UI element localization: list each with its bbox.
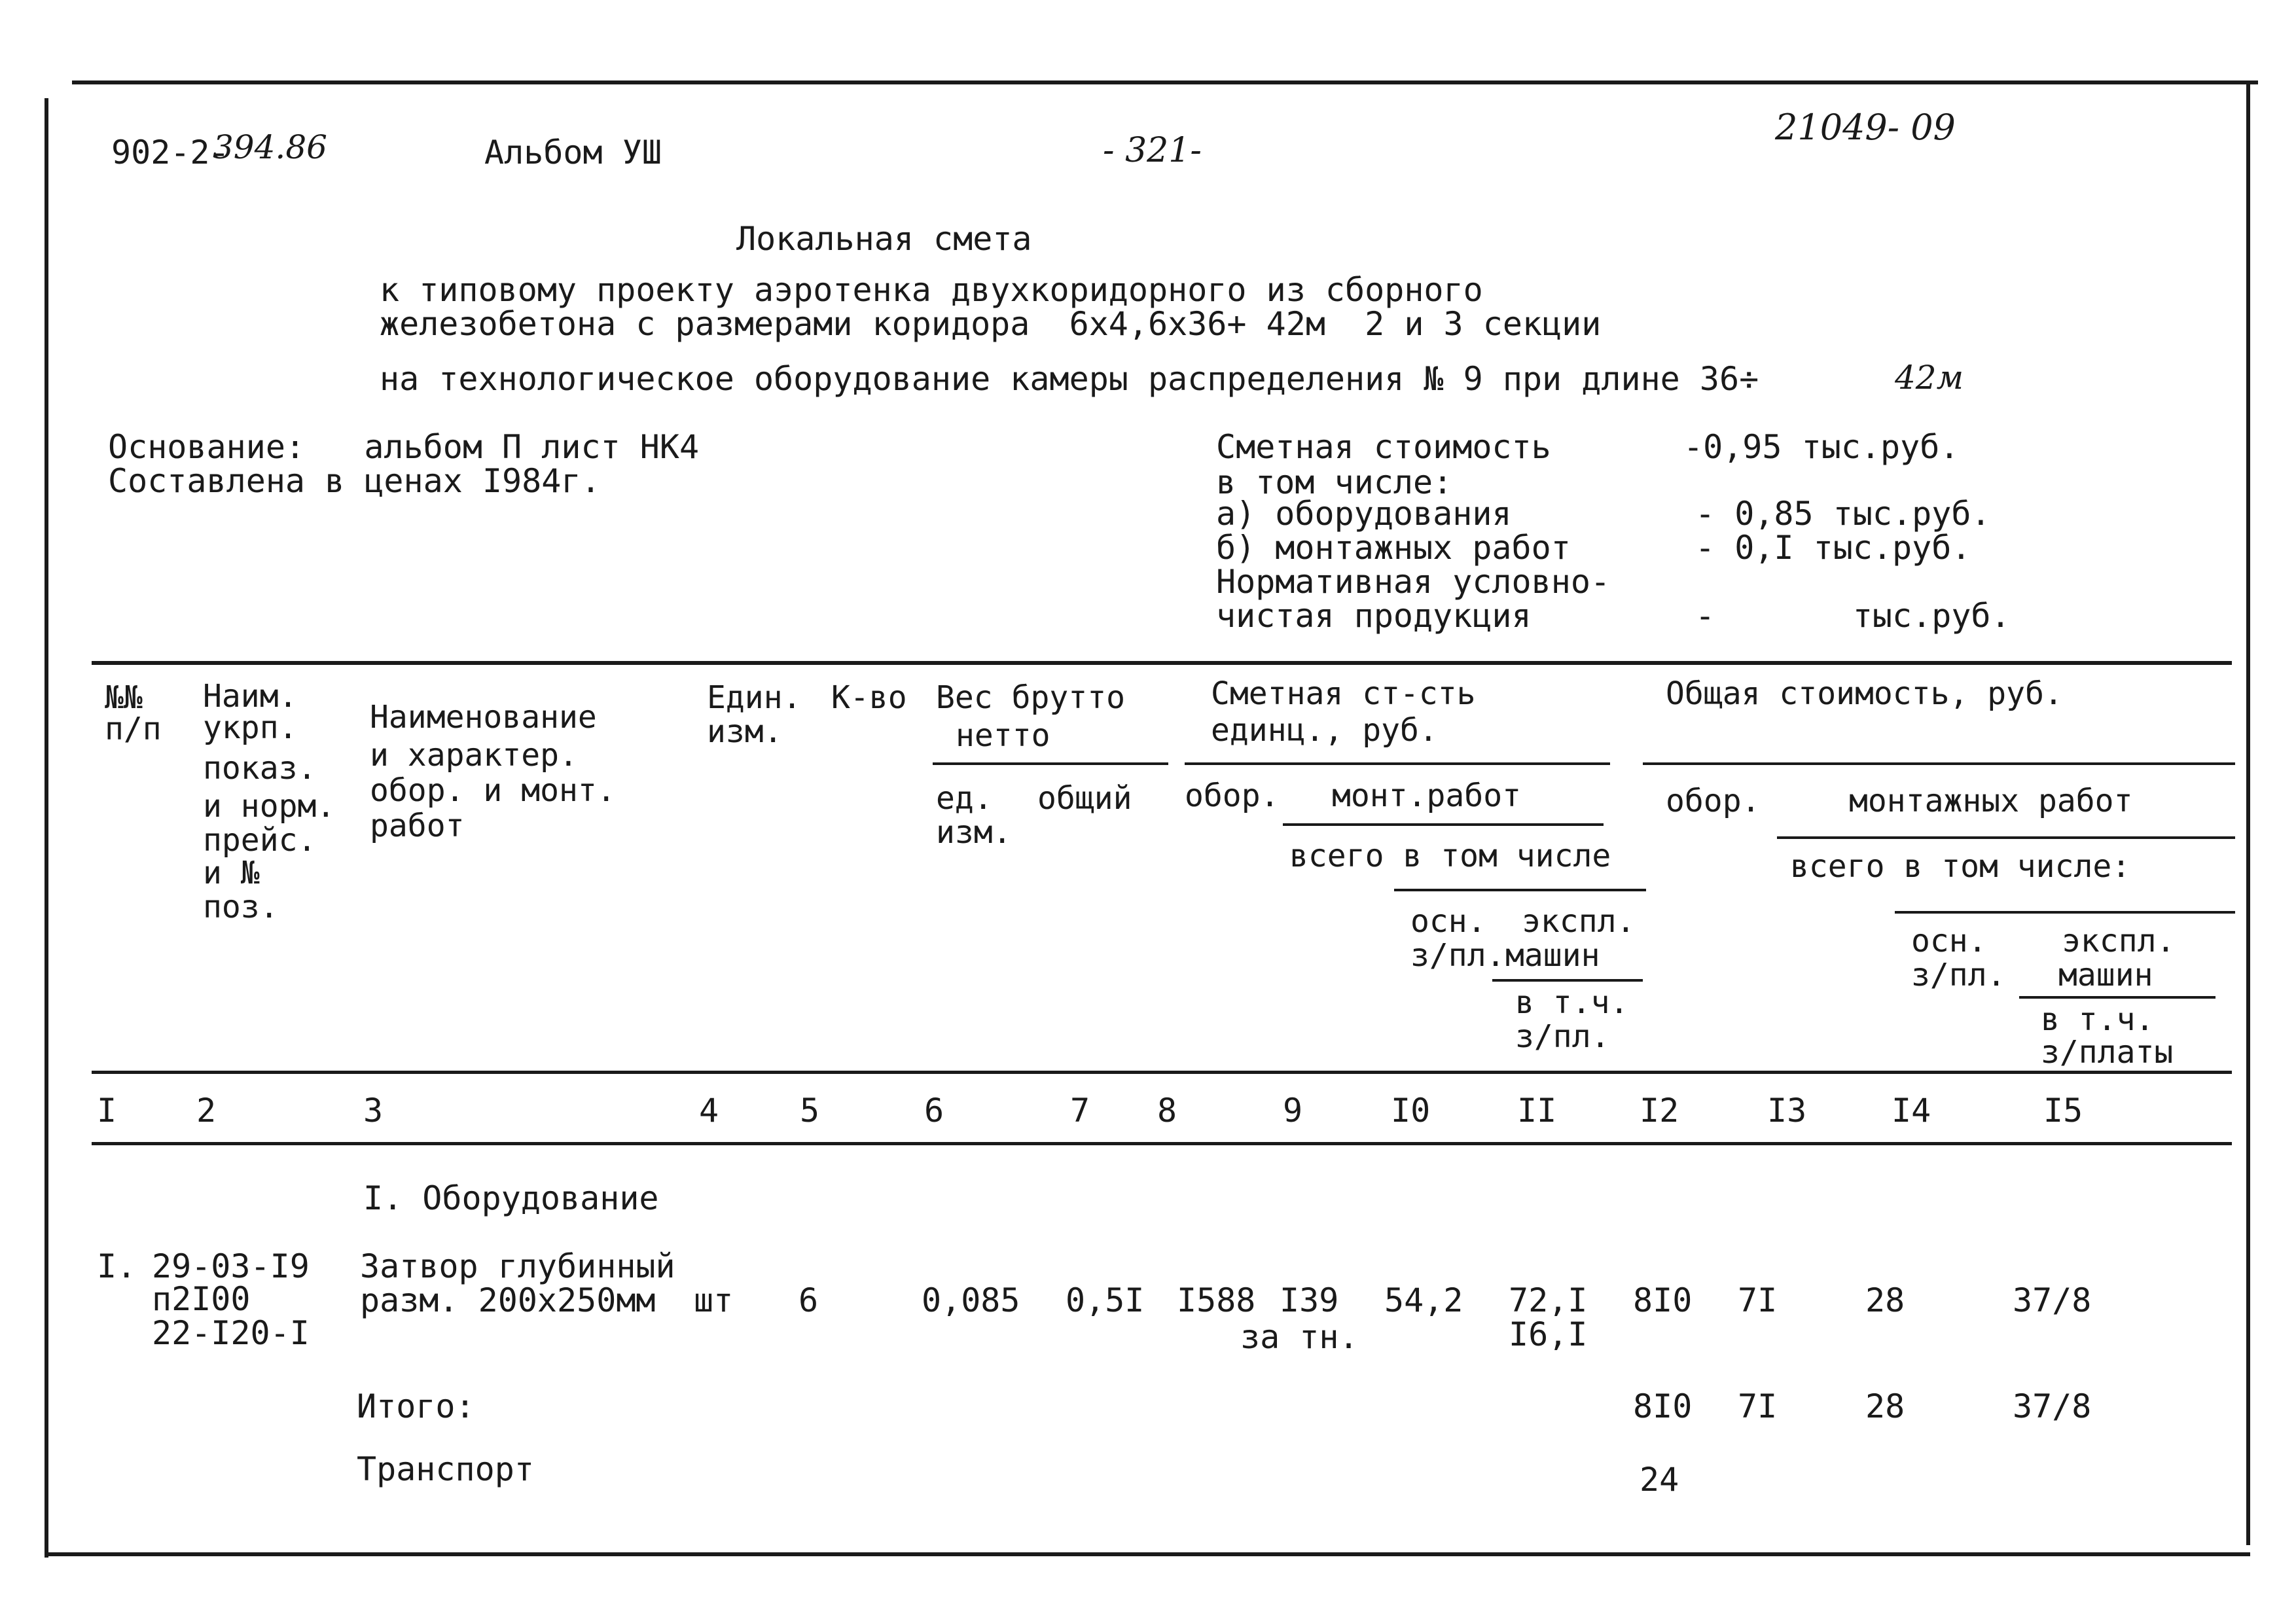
row-code-3: 22-I20-I [152,1314,310,1352]
row-code-1: 29-03-I9 [152,1247,310,1285]
doc-number-prefix: 902-2- [111,134,230,171]
transport-label: Транспорт [357,1450,534,1488]
column-number: I3 [1767,1092,1807,1130]
col1-header-line2: п/п [105,711,162,747]
row-col13: 7I [1738,1281,1778,1319]
totals-col15: 37/8 [2013,1387,2092,1425]
doc-number-handwritten: 394.86 [213,128,327,166]
page-number: - 321- [1103,131,1202,170]
frame-left-border [45,98,48,1558]
row-col11b: I6,I [1509,1315,1588,1353]
totals-label: Итого: [357,1387,475,1425]
col4-header-line1: Един. [707,679,802,716]
unit-mount-rule [1283,823,1604,826]
row-code-2: п2I00 [152,1280,251,1318]
column-number: 9 [1283,1092,1303,1130]
total-mach-line1: экспл. [2062,923,2176,959]
unit-base-line1: осн. [1410,903,1486,940]
row-qty: 6 [798,1281,819,1319]
total-base-line2: з/пл. [1911,957,2006,993]
col2-header-line3: показ. [203,750,317,787]
column-number: II [1517,1092,1557,1130]
column-number: I [97,1092,117,1130]
col3-header-line3: обор. и монт. [370,772,616,809]
title-line-3-handwritten: 42м [1895,359,1964,397]
normative-label-1: Нормативная условно- [1216,563,1611,601]
total-mount-rule [1777,836,2235,839]
equipment-cost-label: а) оборудования [1216,495,1512,533]
row-name-1: Затвор глубинный [360,1247,675,1285]
frame-top-border [72,80,2258,84]
unit-cost-header-line2: единц., руб. [1211,712,1438,749]
estimate-title: Локальная смета [736,220,1032,258]
column-numbers-rule [92,1142,2232,1145]
row-weight-unit: 0,085 [922,1281,1020,1319]
column-number: 7 [1070,1092,1090,1130]
totals-col13: 7I [1738,1387,1778,1425]
weight-unit-line1: ед. [936,780,993,817]
col3-header-line1: Наименование [370,699,597,736]
row-weight-total: 0,5I [1066,1281,1145,1319]
total-mount-header: монтажных работ [1849,783,2133,819]
row-col9-note: за тн. [1240,1318,1359,1356]
column-number: 8 [1157,1092,1177,1130]
row-col8: I588 [1177,1281,1256,1319]
unit-base-line2: з/пл. [1410,937,1505,974]
col1-header-line1: №№ [105,679,143,716]
estimated-cost-value: -0,95 тыс.руб. [1683,428,1960,466]
unit-total-header: всего в том числе [1289,838,1611,874]
section-title: I. Оборудование [363,1179,659,1217]
total-cost-header: Общая стоимость, руб. [1666,675,2063,712]
unit-equip-header: обор. [1185,777,1280,814]
sheet-code: 21049- 09 [1775,107,1956,148]
album-label: Альбом УШ [484,134,662,171]
row-col12: 8I0 [1633,1281,1693,1319]
total-equip-header: обор. [1666,783,1761,819]
column-number: I0 [1391,1092,1431,1130]
title-line-1: к типовому проекту аэротенка двухкоридорного из сборного [380,271,1483,309]
total-mach-wage-line1: в т.ч. [2041,1001,2155,1038]
row-col14: 28 [1865,1281,1905,1319]
row-unit: шт [694,1281,734,1319]
unit-mount-header: монт.работ [1332,777,1521,814]
total-mach-rule [2019,996,2215,999]
col5-header: К-во [831,679,907,716]
row-name-2: разм. 200х250мм [360,1281,656,1319]
column-number: 6 [924,1092,944,1130]
col4-header-line2: изм. [707,713,783,750]
column-number: 3 [363,1092,384,1130]
weight-header-rule [933,762,1168,765]
weight-header-line2: нетто [956,717,1050,754]
weight-total-header: общий [1037,780,1132,817]
column-number: 5 [800,1092,820,1130]
col2-header-line1: Наим. [203,678,298,715]
title-line-3: на технологическое оборудование камеры распределения № 9 при длине 36÷ [380,360,1759,398]
column-number: I4 [1892,1092,1931,1130]
total-total-rule [1895,911,2235,914]
unit-cost-header-rule [1185,762,1610,765]
row-col9: I39 [1280,1281,1339,1319]
transport-value: 24 [1640,1461,1679,1499]
unit-mach-line2: машин [1505,937,1600,974]
col2-header-line7: поз. [203,889,279,925]
unit-total-rule [1394,889,1646,891]
total-total-header: всего в том числе: [1790,848,2131,885]
including-label: в том числе: [1216,463,1453,501]
unit-mach-wage-line1: в т.ч. [1515,984,1629,1021]
unit-mach-line1: экспл. [1522,903,1636,940]
equipment-cost-value: - 0,85 тыс.руб. [1695,495,1991,533]
normative-label-2: чистая продукция [1216,597,1532,635]
row-number: I. [97,1247,137,1285]
totals-col12: 8I0 [1633,1387,1693,1425]
weight-header-line1: Вес брутто [936,679,1125,716]
basis-line-1: Основание: альбом П лист НК4 [108,428,700,466]
col2-header-line2: укрп. [203,709,298,746]
unit-mach-rule [1492,979,1643,982]
col3-header-line4: работ [370,808,465,844]
unit-mach-wage-line2: з/пл. [1515,1018,1610,1055]
total-mach-wage-line2: з/платы [2041,1034,2174,1071]
col3-header-line2: и характер. [370,737,578,774]
col2-header-line4: и норм. [203,788,336,825]
row-col11a: 72,I [1509,1281,1588,1319]
estimated-cost-label: Сметная стоимость [1216,428,1551,466]
mounting-cost-label: б) монтажных работ [1216,529,1571,567]
frame-bottom-border [45,1552,2250,1556]
title-line-2: железобетона с размерами коридора 6х4,6х36+ 42м 2 и 3 секции [380,305,1602,343]
column-number: I2 [1640,1092,1679,1130]
basis-line-2: Составлена в ценах I984г. [108,462,601,500]
weight-unit-line2: изм. [936,814,1012,851]
col2-header-line5: прейс. [203,822,317,859]
total-cost-header-rule [1643,762,2235,765]
column-number: 2 [196,1092,217,1130]
column-number: I5 [2043,1092,2083,1130]
totals-col14: 28 [1865,1387,1905,1425]
frame-right-border [2246,80,2250,1545]
unit-cost-header-line1: Сметная ст-сть [1211,675,1476,712]
row-col10: 54,2 [1384,1281,1463,1319]
table-top-rule [92,661,2232,665]
total-base-line1: осн. [1911,923,1987,959]
column-number: 4 [699,1092,719,1130]
total-mach-line2: машин [2058,957,2153,993]
col2-header-line6: и № [203,855,260,891]
row-col15: 37/8 [2013,1281,2092,1319]
header-bottom-rule [92,1071,2232,1074]
mounting-cost-value: - 0,I тыс.руб. [1695,529,1971,567]
normative-value: - тыс.руб. [1695,597,2011,635]
